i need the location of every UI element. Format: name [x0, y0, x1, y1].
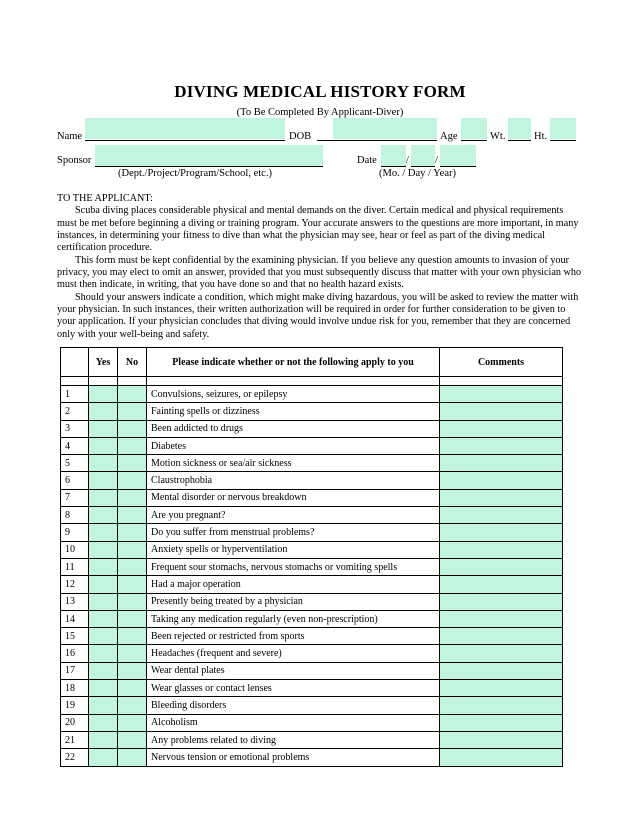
no-checkbox-cell[interactable]	[118, 576, 147, 593]
yes-checkbox-cell[interactable]	[89, 714, 118, 731]
comments-cell[interactable]	[440, 541, 563, 558]
comments-cell[interactable]	[440, 610, 563, 627]
comments-cell[interactable]	[440, 507, 563, 524]
comments-cell[interactable]	[440, 628, 563, 645]
table-row	[61, 576, 563, 593]
question-number: 17	[61, 662, 89, 679]
yes-checkbox-cell[interactable]	[89, 472, 118, 489]
comments-cell[interactable]	[440, 420, 563, 437]
question-number: 16	[61, 645, 89, 662]
no-checkbox-cell[interactable]	[118, 455, 147, 472]
form-subtitle: (To Be Completed By Applicant-Diver)	[236, 107, 404, 118]
age-field[interactable]	[461, 118, 487, 139]
comments-cell[interactable]	[440, 680, 563, 697]
yes-checkbox-cell[interactable]	[89, 610, 118, 627]
question-number: 14	[61, 610, 89, 627]
yes-checkbox-cell[interactable]	[89, 645, 118, 662]
instructions-paragraph: This form must be kept confidential by the examining physician. If you believe any question amounts to invasion of your privacy, you may elect to omit an answer, provided that you must subsequently discuss that matter with your own physician who must then indicate, in writing, that you have done so and that no health hazard exists.	[57, 254, 582, 291]
question-text: Taking any medication regularly (even non-prescription)	[147, 610, 440, 627]
table-row	[61, 628, 563, 645]
table-row	[61, 731, 563, 748]
date-month-field[interactable]	[381, 145, 406, 166]
name-field[interactable]	[85, 118, 285, 139]
question-text: Mental disorder or nervous breakdown	[147, 489, 440, 506]
yes-checkbox-cell[interactable]	[89, 628, 118, 645]
comments-cell[interactable]	[440, 645, 563, 662]
no-checkbox-cell[interactable]	[118, 386, 147, 403]
form-title: DIVING MEDICAL HISTORY FORM	[174, 82, 466, 101]
table-row	[61, 437, 563, 454]
comments-cell[interactable]	[440, 714, 563, 731]
no-checkbox-cell[interactable]	[118, 662, 147, 679]
question-number: 20	[61, 714, 89, 731]
no-checkbox-cell[interactable]	[118, 645, 147, 662]
question-number: 6	[61, 472, 89, 489]
number-column-header	[61, 348, 89, 377]
comments-cell[interactable]	[440, 731, 563, 748]
table-header-row	[61, 348, 563, 377]
question-text: Wear dental plates	[147, 662, 440, 679]
comments-cell[interactable]	[440, 437, 563, 454]
yes-checkbox-cell[interactable]	[89, 558, 118, 575]
table-row	[61, 507, 563, 524]
question-text: Wear glasses or contact lenses	[147, 680, 440, 697]
age-underline	[461, 140, 487, 141]
weight-field[interactable]	[508, 118, 531, 139]
question-number: 13	[61, 593, 89, 610]
comments-cell[interactable]	[440, 403, 563, 420]
table-row	[61, 645, 563, 662]
date-day-underline	[411, 166, 435, 167]
question-number: 8	[61, 507, 89, 524]
question-number: 18	[61, 680, 89, 697]
yes-column-header: Yes	[89, 348, 118, 377]
question-text: Fainting spells or dizziness	[147, 403, 440, 420]
no-checkbox-cell[interactable]	[118, 472, 147, 489]
table-row	[61, 524, 563, 541]
table-row	[61, 489, 563, 506]
yes-checkbox-cell[interactable]	[89, 593, 118, 610]
comments-cell[interactable]	[440, 472, 563, 489]
question-number: 2	[61, 403, 89, 420]
table-row	[61, 472, 563, 489]
question-text: Had a major operation	[147, 576, 440, 593]
name-label: Name	[57, 131, 83, 142]
question-number: 19	[61, 697, 89, 714]
no-checkbox-cell[interactable]	[118, 541, 147, 558]
question-number: 1	[61, 386, 89, 403]
yes-checkbox-cell[interactable]	[89, 662, 118, 679]
question-column-header: Please indicate whether or not the following apply to you	[147, 348, 440, 377]
table-row	[61, 541, 563, 558]
yes-checkbox-cell[interactable]	[89, 697, 118, 714]
question-number: 12	[61, 576, 89, 593]
instructions-paragraph: Should your answers indicate a condition, which might make diving hazardous, you will be asked to review the matter with your physician. In such instances, their written authorization will be required in order for further consideration to be given to your application. If your physician concludes that diving would involve undue risk for you, remember that they are concerned only with your well-being and safety.	[57, 291, 579, 340]
comments-cell[interactable]	[440, 386, 563, 403]
yes-checkbox-cell[interactable]	[89, 731, 118, 748]
no-checkbox-cell[interactable]	[118, 420, 147, 437]
name-underline	[85, 140, 285, 141]
yes-checkbox-cell[interactable]	[89, 437, 118, 454]
question-number: 5	[61, 455, 89, 472]
table-spacer-row	[61, 377, 563, 386]
question-text: Headaches (frequent and severe)	[147, 645, 440, 662]
dob-field[interactable]	[333, 118, 437, 139]
yes-checkbox-cell[interactable]	[89, 524, 118, 541]
date-hint: (Mo. / Day / Year)	[379, 168, 456, 179]
dob-label: DOB	[289, 131, 312, 142]
no-checkbox-cell[interactable]	[118, 749, 147, 766]
question-text: Nervous tension or emotional problems	[147, 749, 440, 766]
weight-underline	[508, 140, 531, 141]
no-checkbox-cell[interactable]	[118, 610, 147, 627]
comments-cell[interactable]	[440, 576, 563, 593]
question-number: 21	[61, 731, 89, 748]
comments-cell[interactable]	[440, 558, 563, 575]
sponsor-hint: (Dept./Project/Program/School, etc.)	[118, 168, 272, 179]
question-text: Bleeding disorders	[147, 697, 440, 714]
height-label: Ht.	[534, 131, 548, 142]
yes-checkbox-cell[interactable]	[89, 489, 118, 506]
yes-checkbox-cell[interactable]	[89, 507, 118, 524]
weight-label: Wt.	[490, 131, 506, 142]
no-checkbox-cell[interactable]	[118, 593, 147, 610]
question-text: Alcoholism	[147, 714, 440, 731]
question-text: Diabetes	[147, 437, 440, 454]
yes-checkbox-cell[interactable]	[89, 455, 118, 472]
question-text: Motion sickness or sea/air sickness	[147, 455, 440, 472]
table-row	[61, 680, 563, 697]
comments-cell[interactable]	[440, 489, 563, 506]
sponsor-field[interactable]	[95, 145, 323, 166]
yes-checkbox-cell[interactable]	[89, 541, 118, 558]
table-row	[61, 714, 563, 731]
yes-checkbox-cell[interactable]	[89, 403, 118, 420]
yes-checkbox-cell[interactable]	[89, 680, 118, 697]
height-field[interactable]	[550, 118, 576, 139]
no-checkbox-cell[interactable]	[118, 628, 147, 645]
comments-cell[interactable]	[440, 455, 563, 472]
no-checkbox-cell[interactable]	[118, 524, 147, 541]
no-checkbox-cell[interactable]	[118, 697, 147, 714]
question-text: Been addicted to drugs	[147, 420, 440, 437]
height-underline	[550, 140, 576, 141]
instructions-heading: TO THE APPLICANT:	[57, 193, 153, 204]
question-number: 9	[61, 524, 89, 541]
table-row	[61, 455, 563, 472]
comments-cell[interactable]	[440, 749, 563, 766]
comments-cell[interactable]	[440, 662, 563, 679]
table-row	[61, 420, 563, 437]
question-text: Presently being treated by a physician	[147, 593, 440, 610]
question-number: 11	[61, 558, 89, 575]
question-number: 22	[61, 749, 89, 766]
dob-underline	[317, 140, 437, 141]
no-checkbox-cell[interactable]	[118, 507, 147, 524]
comments-cell[interactable]	[440, 697, 563, 714]
date-month-underline	[381, 166, 406, 167]
comments-column-header: Comments	[440, 348, 563, 377]
applicant-instructions	[57, 193, 585, 341]
question-text: Are you pregnant?	[147, 507, 440, 524]
question-text: Claustrophobia	[147, 472, 440, 489]
date-year-field[interactable]	[440, 145, 476, 166]
date-day-field[interactable]	[411, 145, 435, 166]
age-label: Age	[440, 131, 458, 142]
yes-checkbox-cell[interactable]	[89, 386, 118, 403]
date-separator: /	[406, 155, 409, 166]
date-year-underline	[440, 166, 476, 167]
no-checkbox-cell[interactable]	[118, 403, 147, 420]
table-row	[61, 610, 563, 627]
question-text: Been rejected or restricted from sports	[147, 628, 440, 645]
table-row	[61, 749, 563, 766]
table-row	[61, 558, 563, 575]
no-checkbox-cell[interactable]	[118, 489, 147, 506]
question-text: Any problems related to diving	[147, 731, 440, 748]
comments-cell[interactable]	[440, 524, 563, 541]
yes-checkbox-cell[interactable]	[89, 576, 118, 593]
question-number: 7	[61, 489, 89, 506]
date-separator: /	[435, 155, 438, 166]
no-checkbox-cell[interactable]	[118, 437, 147, 454]
sponsor-label: Sponsor	[57, 155, 92, 166]
table-row	[61, 662, 563, 679]
question-number: 15	[61, 628, 89, 645]
sponsor-underline	[95, 166, 323, 167]
medical-history-table	[60, 347, 563, 767]
no-checkbox-cell[interactable]	[118, 680, 147, 697]
table-row	[61, 593, 563, 610]
question-text: Do you suffer from menstrual problems?	[147, 524, 440, 541]
comments-cell[interactable]	[440, 593, 563, 610]
question-number: 10	[61, 541, 89, 558]
yes-checkbox-cell[interactable]	[89, 749, 118, 766]
table-row	[61, 697, 563, 714]
date-label: Date	[357, 155, 377, 166]
question-text: Frequent sour stomachs, nervous stomachs or vomiting spells	[147, 558, 440, 575]
question-number: 3	[61, 420, 89, 437]
table-row	[61, 403, 563, 420]
no-checkbox-cell[interactable]	[118, 731, 147, 748]
no-checkbox-cell[interactable]	[118, 558, 147, 575]
no-checkbox-cell[interactable]	[118, 714, 147, 731]
question-text: Convulsions, seizures, or epilepsy	[147, 386, 440, 403]
yes-checkbox-cell[interactable]	[89, 420, 118, 437]
question-number: 4	[61, 437, 89, 454]
table-row	[61, 386, 563, 403]
instructions-paragraph: Scuba diving places considerable physical and mental demands on the diver. Certain medical and physical requirements must be met before beginning a diving or training program. Your accurate answers to the questions are more important, in many instances, in determining your fitness to dive than what the physician may see, hear or feel as part of the diving medical certification procedure.	[57, 205, 579, 254]
question-text: Anxiety spells or hyperventilation	[147, 541, 440, 558]
no-column-header: No	[118, 348, 147, 377]
